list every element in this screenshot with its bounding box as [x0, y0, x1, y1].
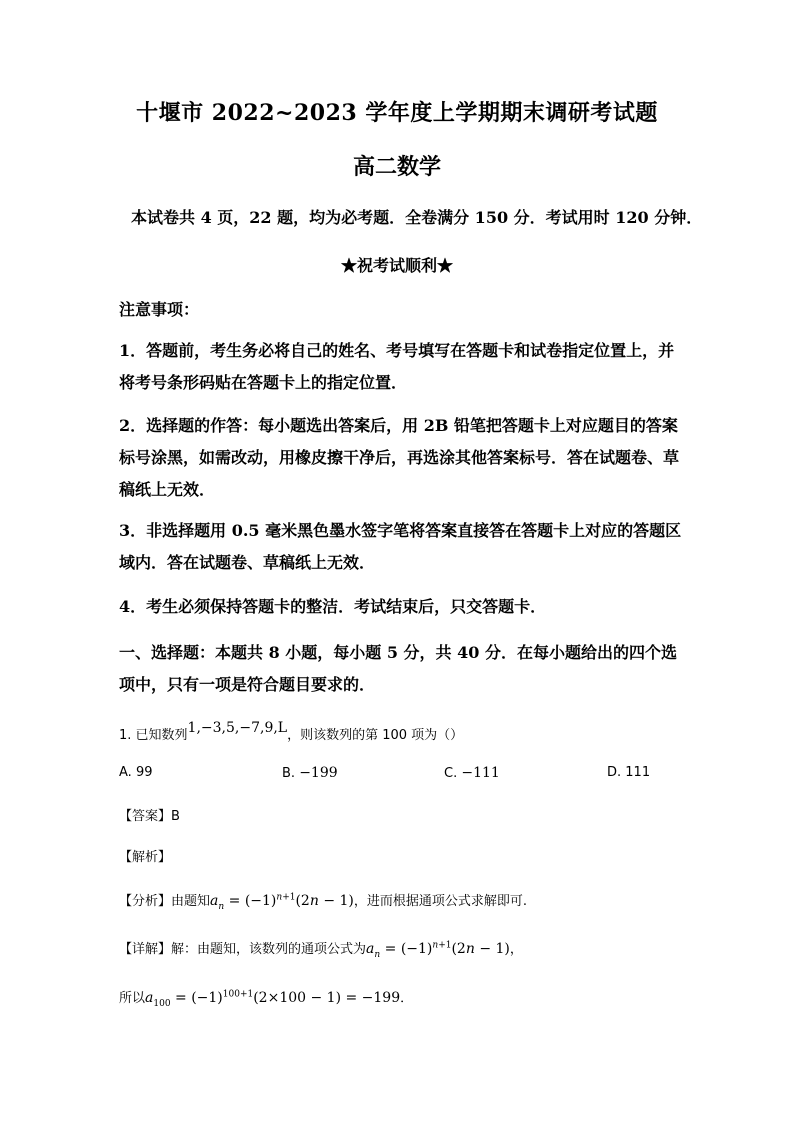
question-1-sequence: 1,−3,5,−7,9,L [187, 720, 288, 736]
question-1-suffix: ，则该数列的第 100 项为（） [287, 728, 464, 743]
notice-item-4: 4．考生必须保持答题卡的整洁．考试结束后，只交答题卡． [119, 597, 547, 616]
notice-item-1: 1．答题前，考生务必将自己的姓名、考号填写在答题卡和试卷指定位置上，并将考号条形码贴在答题卡上的指定位置． [119, 341, 675, 392]
option-b-label: B. [282, 766, 300, 781]
final-prefix: 所以 [119, 991, 146, 1006]
final-line [119, 987, 413, 1009]
exam-wish: ★祝考试顺利★ [340, 256, 453, 275]
option-b[interactable] [282, 765, 338, 781]
option-d[interactable] [607, 765, 650, 780]
question-1-stem [119, 720, 464, 743]
fenxi-suffix: ，进而根据通项公式求解即可. [353, 894, 528, 909]
xiangjie-label: 【详解】 [119, 942, 172, 957]
option-d-value: 111 [625, 765, 651, 780]
xiangjie-formula: $a_n = (-1)^{n+1}(2n - 1)$ [366, 940, 510, 960]
notice-item-2: 2．选择题的作答：每小题选出答案后，用 2B 铅笔把答题卡上对应题目的答案标号涂黑，如需改动，用橡皮擦干净后，再选涂其他答案标号．答在试题卷、草稿纸上无效． [119, 416, 680, 499]
xiangjie-suffix: ， [509, 942, 523, 957]
option-b-value: −199 [299, 765, 338, 781]
fenxi-label: 【分析】 [119, 894, 172, 909]
final-formula: $a_{100} = (-1)^{100+1}(2\times 100 - 1) = -199$ [145, 989, 401, 1009]
exam-intro: 本试卷共 4 页，22 题，均为必考题．全卷满分 150 分．考试用时 120 分钟． [131, 208, 703, 227]
option-a-value: 99 [135, 765, 153, 780]
section-1-heading: 一、选择题：本题共 8 小题，每小题 5 分，共 40 分．在每小题给出的四个选项中，只有一项是符合题目要求的． [119, 643, 677, 694]
fenxi-line [119, 890, 527, 912]
option-d-label: D. [607, 765, 626, 780]
question-1-prefix: 1. 已知数列 [119, 728, 188, 743]
fenxi-prefix: 由题知 [171, 894, 211, 909]
answer-value: B [171, 809, 180, 824]
xiangjie-line [119, 938, 523, 960]
option-c-label: C. [444, 766, 462, 781]
answer-label: 【答案】 [119, 809, 172, 824]
option-c-value: −111 [461, 765, 500, 781]
option-a[interactable] [119, 765, 152, 780]
exam-title: 十堰市 2022~2023 学年度上学期期末调研考试题 [136, 100, 658, 126]
option-a-label: A. [119, 765, 136, 780]
xiangjie-prefix: 解：由题知，该数列的通项公式为 [171, 942, 367, 957]
exam-subtitle: 高二数学 [352, 154, 441, 180]
final-suffix: ． [400, 991, 414, 1006]
answer-line [119, 805, 180, 824]
option-c[interactable] [444, 765, 500, 781]
notice-item-3: 3．非选择题用 0.5 毫米黑色墨水签字笔将答案直接答在答题卡上对应的答题区域内．答在试题卷、草稿纸上无效． [119, 521, 682, 572]
question-1-options [0, 765, 794, 785]
fenxi-formula: $a_n = (-1)^{n+1}(2n - 1)$ [210, 892, 354, 912]
analysis-label: 【解析】 [119, 850, 172, 865]
notice-heading: 注意事项： [119, 300, 200, 319]
